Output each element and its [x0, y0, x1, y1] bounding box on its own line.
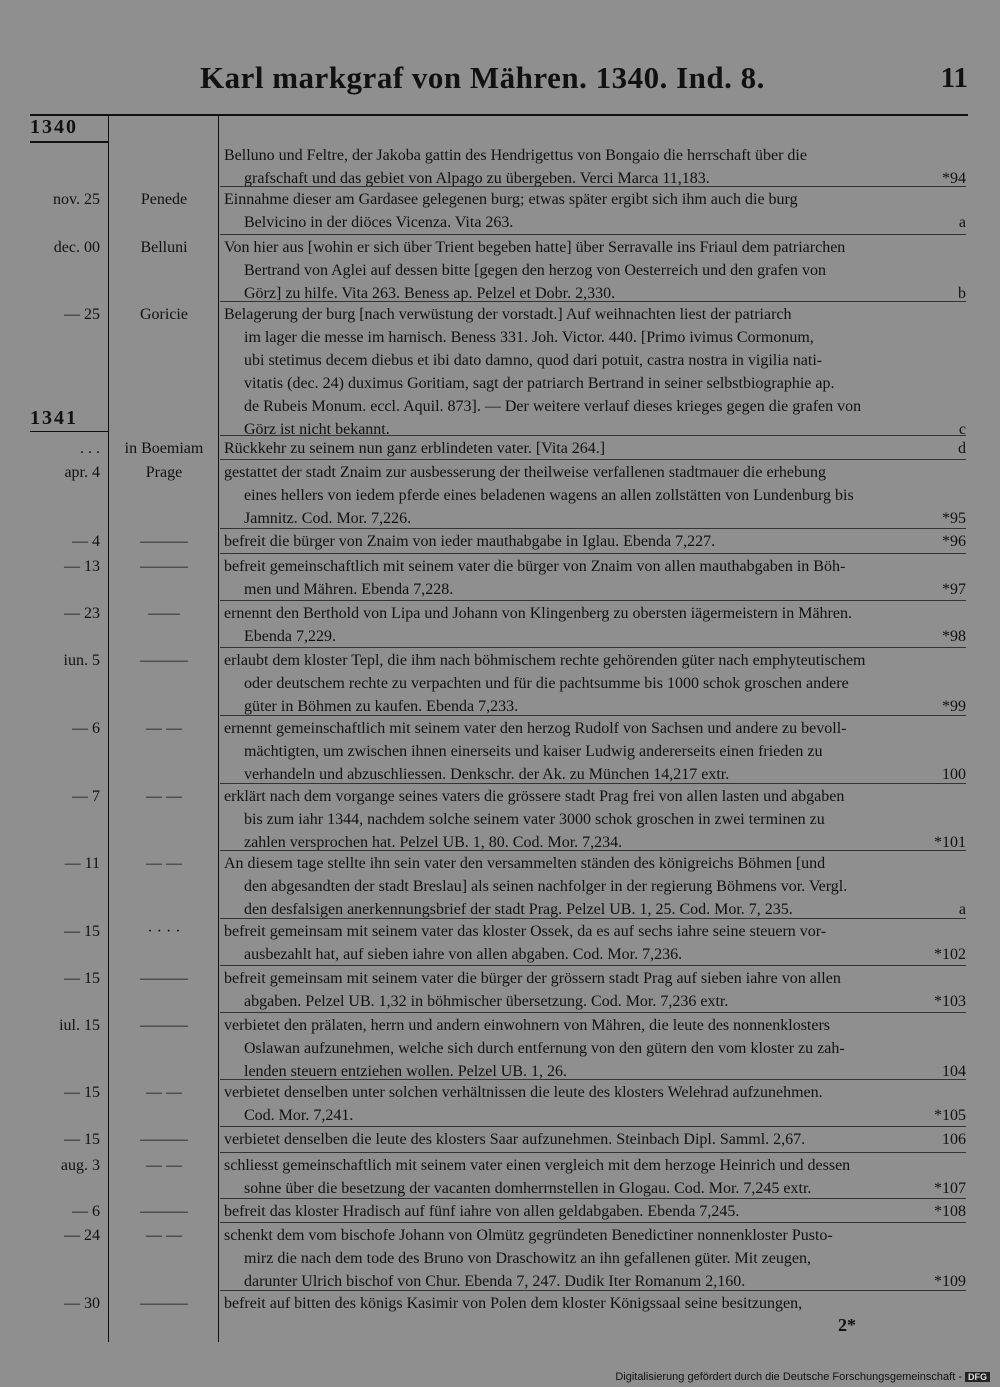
entry-text [224, 717, 966, 786]
entry-place: — — [146, 855, 182, 872]
entry-separator [220, 1152, 966, 1153]
entry-reference-number: *99 [942, 698, 966, 715]
entry-reference-number: *108 [934, 1203, 966, 1220]
entry-line: c Görz ist nicht bekannt. [224, 418, 966, 441]
entry-place: — — [146, 1084, 182, 1101]
entry-text [224, 649, 966, 718]
entry-reference-number: 104 [942, 1063, 966, 1080]
entry-line: ernennt gemeinschaftlich mit seinem vater den herzog Rudolf von Sachsen und andere zu bevoll- [224, 720, 847, 737]
dfg-logo: DFG [965, 1372, 990, 1382]
entry-separator [220, 186, 966, 187]
entry-reference-number: d [958, 440, 966, 457]
entry-date: apr. 4 [64, 464, 100, 481]
signature-mark: 2* [838, 1315, 856, 1335]
entry-line: *99 güter in Böhmen zu kaufen. Ebenda 7,233. [224, 695, 966, 718]
entry-text [224, 1200, 966, 1223]
entry-line: befreit auf bitten des königs Kasimir von Polen dem kloster Königssaal seine besitzungen, [224, 1295, 803, 1312]
entry-line: Bertrand von Aglei auf dessen bitte [gegen den herzog von Oesterreich und den grafen von [244, 262, 827, 279]
entry-text [224, 236, 966, 305]
entry-date: — 11 [64, 855, 100, 872]
page-title: Karl markgraf von Mähren. 1340. Ind. 8. [200, 60, 765, 95]
entry-place: Penede [140, 191, 188, 208]
entry-text [224, 1014, 966, 1083]
column-divider-date [108, 116, 109, 1342]
entry-date: iun. 5 [63, 652, 100, 669]
entry-reference-number: *95 [942, 510, 966, 527]
entry-date: — 15 [64, 923, 100, 940]
entry-line: Belagerung der burg [nach verwüstung der vorstadt.] Auf weihnachten liest der patriarch [224, 306, 792, 323]
entry-separator [220, 647, 966, 648]
entry-separator [220, 435, 966, 436]
entry-reference-number: 100 [942, 766, 966, 783]
entry-place: — — [146, 1157, 182, 1174]
entry-date: — 13 [64, 558, 100, 575]
entry-separator [220, 715, 966, 716]
entry-line: d Rückkehr zu seinem nun ganz erblindeten vater. [Vita 264.] [224, 437, 966, 460]
entry-line: Von hier aus [wohin er sich über Trient begeben hatte] über Serravalle ins Friaul dem patriarchen [224, 239, 846, 256]
entry-line: verbietet denselben unter solchen verhältnissen die leute des klosters Welehrad aufzunehmen. [224, 1084, 823, 1101]
entry-line: *97 men und Mähren. Ebenda 7,228. [224, 578, 966, 601]
entry-line: *105 Cod. Mor. 7,241. [224, 1104, 966, 1127]
entry-text [224, 785, 966, 854]
entry-text [224, 1081, 966, 1127]
entry-text [224, 530, 966, 553]
entry-date: — 15 [64, 1084, 100, 1101]
entry-text [224, 1292, 966, 1315]
entry-line: eines hellers von iedem pferde eines beladenen wagens an allen zollstätten von Lundenburg bis [244, 487, 854, 504]
entry-separator [220, 600, 966, 601]
entry-reference-number: *101 [934, 834, 966, 851]
entry-line: den abgesandten der stadt Breslau] als seinen nachfolger in der regierung Böhmens vor. Vergl. [244, 878, 848, 895]
entry-line: befreit gemeinsam mit seinem vater die bürger der grössern stadt Prag auf sieben iahre von allen [224, 970, 841, 987]
page-header [30, 60, 968, 102]
entry-line: 106 verbietet denselben die leute des klosters Saar aufzunehmen. Steinbach Dipl. Samml. 2,67. [224, 1128, 966, 1151]
entry-line: a Belvicino in der diöces Vicenza. Vita 263. [224, 211, 966, 234]
entry-place: ——— [140, 1131, 188, 1148]
entry-separator [220, 1079, 966, 1080]
entry-place: ——— [140, 652, 188, 669]
entry-date: — 25 [64, 306, 100, 323]
entry-date: — 4 [72, 533, 100, 550]
entry-line: *96 befreit die bürger von Znaim von ieder mauthabgabe in Iglau. Ebenda 7,227. [224, 530, 966, 553]
entry-date: — 6 [72, 720, 100, 737]
entry-place: in Boemiam [124, 440, 204, 457]
entry-reference-number: *98 [942, 628, 966, 645]
entry-text [224, 144, 966, 190]
entry-date: — 6 [72, 1203, 100, 1220]
entry-place: ——— [140, 1203, 188, 1220]
entry-line: *94 grafschaft und das gebiet von Alpago zu übergeben. Verci Marca 11,183. [224, 167, 966, 190]
entry-place: ——— [140, 533, 188, 550]
entry-line: a den desfalsigen anerkennungsbrief der stadt Prag. Pelzel UB. 1, 25. Cod. Mor. 7, 235. [224, 898, 966, 921]
entry-line: An diesem tage stellte ihn sein vater den versammelten ständen des königreichs Böhmen [und [224, 855, 826, 872]
entry-place: — — [146, 720, 182, 737]
entry-place: — — [146, 788, 182, 805]
entry-place: Belluni [140, 239, 188, 256]
entry-place: —— [148, 605, 180, 622]
entry-line: im lager die messe im harnisch. Beness 331. Joh. Victor. 440. [Primo ivimus Cormonum, [244, 329, 814, 346]
entry-line: Einnahme dieser am Gardasee gelegenen burg; etwas später ergibt sich ihm auch die burg [224, 191, 798, 208]
entry-line: mächtigten, um zwischen ihnen einerseits und kaiser Ludwig andererseits einen frieden zu [244, 743, 823, 760]
entry-reference-number: a [958, 214, 966, 231]
footer-credit: Digitalisierung gefördert durch die Deutsche Forschungsgemeinschaft - DFG [615, 1371, 990, 1383]
entry-line: ernennt den Berthold von Lipa und Johann von Klingenberg zu obersten iägermeistern in Mähren. [224, 605, 852, 622]
entry-reference-number: *102 [934, 946, 966, 963]
entry-text [224, 461, 966, 530]
entry-date: . . . [80, 440, 100, 457]
entry-reference-number: *103 [934, 993, 966, 1010]
entry-text [224, 437, 966, 460]
entry-date: — 30 [64, 1295, 100, 1312]
entry-reference-number: a [958, 901, 966, 918]
entry-date: — 7 [72, 788, 100, 805]
entry-line: 100 verhandeln und abzuschliessen. Denkschr. der Ak. zu München 14,217 extr. [224, 763, 966, 786]
entry-separator [220, 1126, 966, 1127]
header-rule [30, 114, 968, 116]
entry-text [224, 602, 966, 648]
entry-date: — 24 [64, 1227, 100, 1244]
entry-date: aug. 3 [60, 1157, 100, 1174]
entry-reference-number: *96 [942, 533, 966, 550]
entry-line: erklärt nach dem vorgange seines vaters die grössere stadt Prag frei von allen lasten und abgaben [224, 788, 845, 805]
entry-date: nov. 25 [53, 191, 100, 208]
entry-place: Prage [145, 464, 183, 481]
entry-place: ——— [140, 558, 188, 575]
entry-line: schenkt dem vom bischofe Johann von Olmütz gegründeten Benedictiner nonnenkloster Pusto- [224, 1227, 833, 1244]
entry-line: *95 Jamnitz. Cod. Mor. 7,226. [224, 507, 966, 530]
entry-line: Belluno und Feltre, der Jakoba gattin des Hendrigettus von Bongaio die herrschaft über die [224, 147, 807, 164]
entry-text [224, 188, 966, 234]
entry-place: Goricie [140, 306, 188, 323]
entry-line: Oslawan aufzunehmen, welche sich durch entfernung von den gütern den vom kloster zu zah- [244, 1040, 845, 1057]
entry-line: erlaubt dem kloster Tepl, die ihm nach böhmischem rechte gehörenden güter nach emphyteutischem [224, 652, 866, 669]
entry-text [224, 1154, 966, 1200]
entry-line: *109 darunter Ulrich bischof von Chur. Ebenda 7, 247. Dudik Iter Romanum 2,160. [224, 1270, 966, 1293]
entry-line: *103 abgaben. Pelzel UB. 1,32 in böhmischer übersetzung. Cod. Mor. 7,236 extr. [224, 990, 966, 1013]
entry-separator [220, 1198, 966, 1199]
entry-text [224, 303, 966, 441]
entry-separator [220, 965, 966, 966]
entry-text [224, 555, 966, 601]
entry-separator [220, 528, 966, 529]
entry-line: *102 ausbezahlt hat, auf sieben iahre von allen abgaben. Cod. Mor. 7,236. [224, 943, 966, 966]
entry-reference-number: *94 [942, 170, 966, 187]
year-1340: 1340 [30, 116, 108, 143]
entry-separator [220, 783, 966, 784]
entry-line: oder deutschem rechte zu verpachten und für die pachtsumme bis 1000 schok groschen andere [244, 675, 849, 692]
entry-text [224, 852, 966, 921]
entry-place: ——— [140, 1295, 188, 1312]
entry-line: schliesst gemeinschaftlich mit seinem vater einen vergleich mit dem herzoge Heinrich und dessen [224, 1157, 851, 1174]
entry-separator [220, 1290, 966, 1291]
entry-separator [220, 553, 966, 554]
entry-reference-number: *105 [934, 1107, 966, 1124]
entry-line: befreit gemeinsam mit seinem vater das kloster Ossek, da es auf sechs iahre seine steuern vor- [224, 923, 827, 940]
entry-text [224, 1224, 966, 1293]
entry-separator [220, 850, 966, 851]
entry-reference-number: 106 [942, 1131, 966, 1148]
entry-line: verbietet den prälaten, herrn und andern einwohnern von Mähren, die leute des nonnenklosters [224, 1017, 831, 1034]
entry-line: *107 sohne über die besetzung der vacanten domherrnstellen in Glogau. Cod. Mor. 7,245 extr. [224, 1177, 966, 1200]
entry-reference-number: c [958, 421, 966, 438]
entry-place: — — [146, 1227, 182, 1244]
entry-date: — 23 [64, 605, 100, 622]
entry-reference-number: *97 [942, 581, 966, 598]
entry-line: *108 befreit das kloster Hradisch auf fünf iahre von allen geldabgaben. Ebenda 7,245. [224, 1200, 966, 1223]
page-number: 11 [940, 62, 968, 94]
entry-date: — 15 [64, 970, 100, 987]
entry-line: befreit gemeinschaftlich mit seinem vater die bürger von Znaim von allen mauthabgaben in Böh- [224, 558, 846, 575]
entry-line: mirz die nach dem tode des Bruno von Draschowitz an ihn gefallenen güter. Mit zeugen, [244, 1250, 811, 1267]
entry-line: *98 Ebenda 7,229. [224, 625, 966, 648]
entry-reference-number: *107 [934, 1180, 966, 1197]
entry-line: bis zum iahr 1344, nachdem solche seinem vater 3000 schok groschen in zwei terminen zu [244, 811, 825, 828]
entry-separator [220, 918, 966, 919]
entry-line: 104 lenden steuern entziehen wollen. Pelzel UB. 1, 26. [224, 1060, 966, 1083]
entry-reference-number: *109 [934, 1273, 966, 1290]
year-1341: 1341 [30, 407, 108, 432]
entry-line: vitatis (dec. 24) duximus Goritiam, sagt der patriarch Bertrand in seiner selbstbiographie ap. [244, 375, 835, 392]
entry-separator [220, 1222, 966, 1223]
entry-separator [220, 459, 966, 460]
entry-text [224, 967, 966, 1013]
entry-line: b Görz] zu hilfe. Vita 263. Beness ap. Pelzel et Dobr. 2,330. [224, 282, 966, 305]
entry-line: ubi stetimus decem diebus et ibi dato damno, quod dari potuit, castra nostra in vigilia nati- [244, 352, 823, 369]
entry-line: de Rubeis Monum. eccl. Aquil. 873]. — Der weitere verlauf dieses krieges gegen die grafen von [244, 398, 862, 415]
entry-text [224, 1128, 966, 1151]
entry-place: ——— [140, 970, 188, 987]
entry-separator [220, 301, 966, 302]
entry-line: *101 zahlen versprochen hat. Pelzel UB. 1, 80. Cod. Mor. 7,234. [224, 831, 966, 854]
entry-date: iul. 15 [59, 1017, 100, 1034]
entry-date: dec. 00 [53, 239, 100, 256]
entry-text [224, 920, 966, 966]
entry-date: — 15 [64, 1131, 100, 1148]
entry-place: ——— [140, 1017, 188, 1034]
entry-line: gestattet der stadt Znaim zur ausbesserung der theilweise verfallenen stadtmauer die erhebung [224, 464, 826, 481]
entry-reference-number: b [958, 285, 966, 302]
column-divider-place [218, 116, 219, 1342]
entry-separator [220, 1012, 966, 1013]
entry-place: · · · · [147, 923, 181, 940]
entry-separator [220, 234, 966, 235]
